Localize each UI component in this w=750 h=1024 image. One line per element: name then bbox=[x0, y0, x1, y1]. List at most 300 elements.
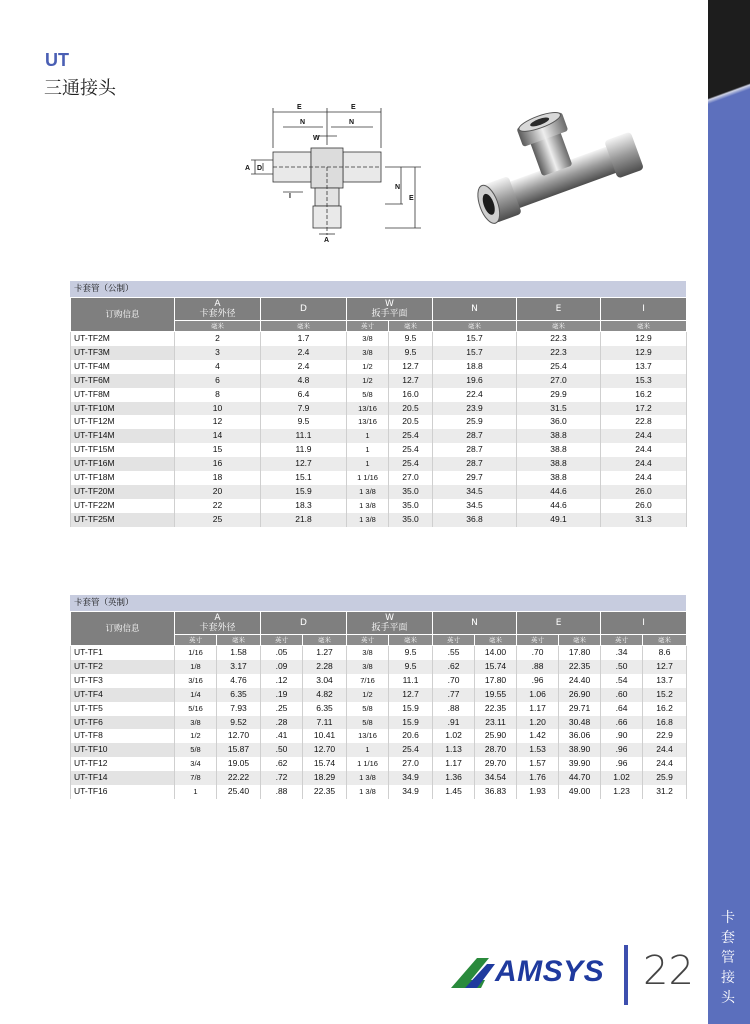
table-row bbox=[71, 443, 687, 457]
table-cell: 1/16 bbox=[175, 646, 217, 660]
table-cell: 28.7 bbox=[433, 443, 517, 457]
table-row bbox=[71, 716, 687, 730]
svg-text:N: N bbox=[395, 184, 401, 191]
order-code-cell: UT-TF5 bbox=[71, 702, 175, 716]
table-cell: 9.5 bbox=[389, 332, 433, 346]
table-cell: 18.3 bbox=[261, 499, 347, 513]
dimension-diagram bbox=[233, 100, 433, 245]
table-cell: 26.0 bbox=[601, 485, 687, 499]
table-cell: 19.55 bbox=[475, 688, 517, 702]
table-cell: 38.8 bbox=[517, 457, 601, 471]
table-cell: 1/4 bbox=[175, 688, 217, 702]
table-cell: 35.0 bbox=[389, 485, 433, 499]
table-cell: .96 bbox=[601, 757, 643, 771]
table-cell: 24.4 bbox=[601, 457, 687, 471]
table-cell: 3/16 bbox=[175, 674, 217, 688]
table-cell: 20.5 bbox=[389, 402, 433, 416]
table-cell: 12.7 bbox=[389, 688, 433, 702]
table-cell: .72 bbox=[261, 771, 303, 785]
table-cell: 12.7 bbox=[261, 457, 347, 471]
table-row bbox=[71, 743, 687, 757]
table-row bbox=[71, 457, 687, 471]
table-cell: 18 bbox=[175, 471, 261, 485]
table-cell: 1.36 bbox=[433, 771, 475, 785]
unit-inch: 英寸 bbox=[347, 321, 389, 332]
order-code-cell: UT-TF15M bbox=[71, 443, 175, 457]
col-e: E bbox=[517, 612, 601, 635]
col-w: W 扳手平面 bbox=[347, 612, 433, 635]
table-cell: .64 bbox=[601, 702, 643, 716]
table-cell: 30.48 bbox=[559, 716, 601, 730]
order-code-cell: UT-TF2M bbox=[71, 332, 175, 346]
table-cell: 15.1 bbox=[261, 471, 347, 485]
table-cell: 12.70 bbox=[303, 743, 347, 757]
table-cell: 1.53 bbox=[517, 743, 559, 757]
table-cell: 27.0 bbox=[389, 471, 433, 485]
table-cell: 1 3/8 bbox=[347, 513, 389, 527]
col-a: A 卡套外径 bbox=[175, 298, 261, 321]
unit-mm: 毫米 bbox=[433, 321, 517, 332]
unit-mm: 毫米 bbox=[175, 321, 261, 332]
table-cell: 15.9 bbox=[261, 485, 347, 499]
svg-text:N: N bbox=[300, 119, 306, 126]
table-cell: 1.17 bbox=[433, 757, 475, 771]
col-order: 订购信息 bbox=[71, 298, 175, 332]
table-cell: 35.0 bbox=[389, 513, 433, 527]
table-cell: 1 bbox=[175, 785, 217, 799]
table-cell: 3 bbox=[175, 346, 261, 360]
table-cell: 22.35 bbox=[303, 785, 347, 799]
table-cell: 17.2 bbox=[601, 402, 687, 416]
table-cell: 20.5 bbox=[389, 415, 433, 429]
order-code-cell: UT-TF14M bbox=[71, 429, 175, 443]
col-a: A 卡套外径 bbox=[175, 612, 261, 635]
side-band-blue bbox=[708, 120, 750, 1024]
table-cell: 24.4 bbox=[601, 471, 687, 485]
table-cell: 2.4 bbox=[261, 346, 347, 360]
table-cell: 31.3 bbox=[601, 513, 687, 527]
table-row bbox=[71, 757, 687, 771]
table-cell: 9.52 bbox=[217, 716, 261, 730]
order-code-cell: UT-TF20M bbox=[71, 485, 175, 499]
unit-mm: 毫米 bbox=[303, 635, 347, 646]
table-cell: 31.2 bbox=[643, 785, 687, 799]
table-cell: 29.71 bbox=[559, 702, 601, 716]
product-title: 三通接头 bbox=[44, 78, 116, 99]
table-cell: 15.9 bbox=[389, 716, 433, 730]
order-code-cell: UT-TF3 bbox=[71, 674, 175, 688]
table-cell: 34.5 bbox=[433, 485, 517, 499]
order-code-cell: UT-TF8M bbox=[71, 388, 175, 402]
table-cell: 3.17 bbox=[217, 660, 261, 674]
table-cell: 6.35 bbox=[303, 702, 347, 716]
table-cell: 38.8 bbox=[517, 443, 601, 457]
table-cell: 2.28 bbox=[303, 660, 347, 674]
col-w: W 扳手平面 bbox=[347, 298, 433, 321]
table-row bbox=[71, 429, 687, 443]
svg-text:D: D bbox=[257, 165, 263, 172]
table-row bbox=[71, 485, 687, 499]
table-cell: 1.13 bbox=[433, 743, 475, 757]
table-cell: 34.5 bbox=[433, 499, 517, 513]
table-cell: 1.02 bbox=[601, 771, 643, 785]
footer-divider bbox=[624, 945, 628, 1005]
table-cell: 1 1/16 bbox=[347, 757, 389, 771]
table-cell: .54 bbox=[601, 674, 643, 688]
table-row bbox=[71, 374, 687, 388]
table-cell: 1 bbox=[347, 443, 389, 457]
table-cell: 1 bbox=[347, 429, 389, 443]
table-cell: 1.27 bbox=[303, 646, 347, 660]
table-cell: 22.4 bbox=[433, 388, 517, 402]
table-row bbox=[71, 660, 687, 674]
table-row bbox=[71, 471, 687, 485]
table-cell: 25.4 bbox=[389, 429, 433, 443]
table-cell: 22.22 bbox=[217, 771, 261, 785]
table-cell: 1.93 bbox=[517, 785, 559, 799]
table-cell: 1 3/8 bbox=[347, 485, 389, 499]
table-row bbox=[71, 674, 687, 688]
table-row bbox=[71, 388, 687, 402]
table-cell: 9.5 bbox=[261, 415, 347, 429]
table-cell: .09 bbox=[261, 660, 303, 674]
table-cell: 28.7 bbox=[433, 429, 517, 443]
table-cell: 3/4 bbox=[175, 757, 217, 771]
metric-table bbox=[70, 297, 687, 527]
table-cell: 24.40 bbox=[559, 674, 601, 688]
table-cell: .77 bbox=[433, 688, 475, 702]
table-cell: 4.82 bbox=[303, 688, 347, 702]
table-cell: 11.1 bbox=[261, 429, 347, 443]
table-cell: 9.5 bbox=[389, 660, 433, 674]
table-row bbox=[71, 402, 687, 416]
table-cell: 38.8 bbox=[517, 429, 601, 443]
order-code-cell: UT-TF1 bbox=[71, 646, 175, 660]
product-code: UT bbox=[45, 50, 69, 70]
table-cell: 1.45 bbox=[433, 785, 475, 799]
order-code-cell: UT-TF18M bbox=[71, 471, 175, 485]
metric-table-section bbox=[70, 281, 686, 527]
table-cell: 35.0 bbox=[389, 499, 433, 513]
svg-text:A: A bbox=[245, 165, 251, 172]
order-code-cell: UT-TF2 bbox=[71, 660, 175, 674]
table-row bbox=[71, 332, 687, 346]
table-cell: 49.1 bbox=[517, 513, 601, 527]
unit-mm: 毫米 bbox=[389, 321, 433, 332]
table-cell: 27.0 bbox=[389, 757, 433, 771]
imperial-table-section bbox=[70, 595, 686, 799]
table-cell: 1/2 bbox=[347, 360, 389, 374]
table-row bbox=[71, 688, 687, 702]
table-cell: 7/8 bbox=[175, 771, 217, 785]
table-cell: 24.4 bbox=[601, 443, 687, 457]
table-cell: 17.80 bbox=[559, 646, 601, 660]
table-cell: 25.4 bbox=[517, 360, 601, 374]
table-cell: 1 bbox=[347, 743, 389, 757]
table-cell: 22.3 bbox=[517, 346, 601, 360]
table-cell: 24.4 bbox=[643, 757, 687, 771]
table-cell: 1 3/8 bbox=[347, 499, 389, 513]
table-cell: 12.9 bbox=[601, 346, 687, 360]
col-d: D bbox=[261, 298, 347, 321]
order-code-cell: UT-TF22M bbox=[71, 499, 175, 513]
table-cell: 7.9 bbox=[261, 402, 347, 416]
svg-text:E: E bbox=[409, 195, 414, 202]
col-order: 订购信息 bbox=[71, 612, 175, 646]
order-code-cell: UT-TF8 bbox=[71, 729, 175, 743]
table-cell: .96 bbox=[517, 674, 559, 688]
table-cell: 19.6 bbox=[433, 374, 517, 388]
metric-section-title: 卡套管（公制） bbox=[70, 281, 686, 297]
table-cell: 25.4 bbox=[389, 443, 433, 457]
table-cell: 11.1 bbox=[389, 674, 433, 688]
table-cell: 25.4 bbox=[389, 457, 433, 471]
unit-inch: 英寸 bbox=[601, 635, 643, 646]
table-cell: 36.0 bbox=[517, 415, 601, 429]
table-cell: .55 bbox=[433, 646, 475, 660]
order-code-cell: UT-TF3M bbox=[71, 346, 175, 360]
table-cell: 25.90 bbox=[475, 729, 517, 743]
table-cell: 1.23 bbox=[601, 785, 643, 799]
table-cell: 22.35 bbox=[559, 660, 601, 674]
table-cell: 22 bbox=[175, 499, 261, 513]
table-cell: 25 bbox=[175, 513, 261, 527]
order-code-cell: UT-TF6 bbox=[71, 716, 175, 730]
table-cell: 1.17 bbox=[517, 702, 559, 716]
table-cell: 16 bbox=[175, 457, 261, 471]
table-cell: .34 bbox=[601, 646, 643, 660]
table-cell: .12 bbox=[261, 674, 303, 688]
table-row bbox=[71, 702, 687, 716]
table-cell: .88 bbox=[433, 702, 475, 716]
table-cell: 25.9 bbox=[643, 771, 687, 785]
table-cell: 44.6 bbox=[517, 499, 601, 513]
tee-fitting-photo bbox=[462, 112, 657, 232]
table-cell: 13.7 bbox=[643, 674, 687, 688]
table-cell: 1 1/16 bbox=[347, 471, 389, 485]
table-row bbox=[71, 785, 687, 799]
table-cell: 12.7 bbox=[389, 374, 433, 388]
table-cell: 19.05 bbox=[217, 757, 261, 771]
table-cell: 14 bbox=[175, 429, 261, 443]
unit-mm: 毫米 bbox=[217, 635, 261, 646]
table-cell: .62 bbox=[261, 757, 303, 771]
table-cell: 17.80 bbox=[475, 674, 517, 688]
unit-mm: 毫米 bbox=[601, 321, 687, 332]
table-cell: 4.8 bbox=[261, 374, 347, 388]
order-code-cell: UT-TF16M bbox=[71, 457, 175, 471]
imperial-section-title: 卡套管（英制） bbox=[70, 595, 686, 611]
table-cell: 1 3/8 bbox=[347, 771, 389, 785]
order-code-cell: UT-TF10 bbox=[71, 743, 175, 757]
table-cell: 14.00 bbox=[475, 646, 517, 660]
table-cell: 9.5 bbox=[389, 646, 433, 660]
table-cell: 3/8 bbox=[347, 660, 389, 674]
table-cell: 26.0 bbox=[601, 499, 687, 513]
table-cell: 1 3/8 bbox=[347, 785, 389, 799]
table-cell: 15.87 bbox=[217, 743, 261, 757]
table-cell: 26.90 bbox=[559, 688, 601, 702]
table-cell: 21.8 bbox=[261, 513, 347, 527]
table-cell: 12.9 bbox=[601, 332, 687, 346]
unit-mm: 毫米 bbox=[559, 635, 601, 646]
table-cell: 1.42 bbox=[517, 729, 559, 743]
table-cell: 44.6 bbox=[517, 485, 601, 499]
table-cell: 3/8 bbox=[175, 716, 217, 730]
order-code-cell: UT-TF14 bbox=[71, 771, 175, 785]
order-code-cell: UT-TF25M bbox=[71, 513, 175, 527]
table-cell: .91 bbox=[433, 716, 475, 730]
table-cell: 7.93 bbox=[217, 702, 261, 716]
unit-mm: 毫米 bbox=[643, 635, 687, 646]
table-cell: 25.40 bbox=[217, 785, 261, 799]
table-cell: 8 bbox=[175, 388, 261, 402]
unit-mm: 毫米 bbox=[389, 635, 433, 646]
table-cell: 3/8 bbox=[347, 346, 389, 360]
col-d: D bbox=[261, 612, 347, 635]
table-cell: 1/2 bbox=[347, 374, 389, 388]
table-cell: 1.06 bbox=[517, 688, 559, 702]
table-cell: .88 bbox=[261, 785, 303, 799]
table-cell: 1.02 bbox=[433, 729, 475, 743]
table-cell: 6.4 bbox=[261, 388, 347, 402]
unit-inch: 英寸 bbox=[433, 635, 475, 646]
table-cell: 27.0 bbox=[517, 374, 601, 388]
table-cell: 13/16 bbox=[347, 402, 389, 416]
table-cell: 3/8 bbox=[347, 332, 389, 346]
table-cell: 44.70 bbox=[559, 771, 601, 785]
table-cell: 3/8 bbox=[347, 646, 389, 660]
table-cell: .90 bbox=[601, 729, 643, 743]
table-row bbox=[71, 513, 687, 527]
col-i: I bbox=[601, 298, 687, 321]
svg-text:E: E bbox=[297, 104, 302, 111]
table-cell: 13/16 bbox=[347, 729, 389, 743]
table-cell: 1.76 bbox=[517, 771, 559, 785]
table-row bbox=[71, 415, 687, 429]
unit-inch: 英寸 bbox=[517, 635, 559, 646]
table-cell: 34.9 bbox=[389, 771, 433, 785]
col-e: E bbox=[517, 298, 601, 321]
unit-inch: 英寸 bbox=[347, 635, 389, 646]
table-cell: 12 bbox=[175, 415, 261, 429]
order-code-cell: UT-TF12 bbox=[71, 757, 175, 771]
table-cell: 5/8 bbox=[347, 716, 389, 730]
table-cell: 8.6 bbox=[643, 646, 687, 660]
table-cell: 28.7 bbox=[433, 457, 517, 471]
table-cell: 15 bbox=[175, 443, 261, 457]
table-cell: 23.9 bbox=[433, 402, 517, 416]
table-cell: 7.11 bbox=[303, 716, 347, 730]
table-cell: 6 bbox=[175, 374, 261, 388]
table-cell: 5/8 bbox=[347, 388, 389, 402]
table-cell: 12.7 bbox=[389, 360, 433, 374]
table-cell: .70 bbox=[433, 674, 475, 688]
table-cell: 1/2 bbox=[175, 729, 217, 743]
table-cell: 10 bbox=[175, 402, 261, 416]
table-row bbox=[71, 729, 687, 743]
table-cell: 7/16 bbox=[347, 674, 389, 688]
table-cell: 25.4 bbox=[389, 743, 433, 757]
table-cell: .60 bbox=[601, 688, 643, 702]
unit-mm: 毫米 bbox=[475, 635, 517, 646]
table-cell: 28.70 bbox=[475, 743, 517, 757]
table-cell: 15.7 bbox=[433, 346, 517, 360]
table-cell: 1 bbox=[347, 457, 389, 471]
order-code-cell: UT-TF4 bbox=[71, 688, 175, 702]
table-cell: 15.74 bbox=[303, 757, 347, 771]
svg-text:I: I bbox=[289, 193, 291, 200]
table-cell: 18.8 bbox=[433, 360, 517, 374]
table-cell: 15.3 bbox=[601, 374, 687, 388]
table-cell: 24.4 bbox=[601, 429, 687, 443]
brand-logo: AMSYS bbox=[495, 955, 605, 988]
unit-mm: 毫米 bbox=[261, 321, 347, 332]
table-cell: 36.8 bbox=[433, 513, 517, 527]
table-row bbox=[71, 360, 687, 374]
table-cell: 2 bbox=[175, 332, 261, 346]
table-cell: 23.11 bbox=[475, 716, 517, 730]
table-cell: .88 bbox=[517, 660, 559, 674]
table-cell: 20 bbox=[175, 485, 261, 499]
table-row bbox=[71, 499, 687, 513]
table-cell: 1.58 bbox=[217, 646, 261, 660]
table-cell: 16.8 bbox=[643, 716, 687, 730]
table-cell: 18.29 bbox=[303, 771, 347, 785]
table-cell: 29.9 bbox=[517, 388, 601, 402]
table-cell: 9.5 bbox=[389, 346, 433, 360]
table-cell: 25.9 bbox=[433, 415, 517, 429]
table-cell: 1/8 bbox=[175, 660, 217, 674]
table-cell: .28 bbox=[261, 716, 303, 730]
unit-inch: 英寸 bbox=[175, 635, 217, 646]
table-cell: 22.8 bbox=[601, 415, 687, 429]
table-cell: .41 bbox=[261, 729, 303, 743]
table-cell: 34.54 bbox=[475, 771, 517, 785]
side-category-label: 卡 套 管 接 头 bbox=[721, 910, 735, 1006]
table-cell: .50 bbox=[261, 743, 303, 757]
table-cell: .96 bbox=[601, 743, 643, 757]
table-row bbox=[71, 771, 687, 785]
table-cell: 15.2 bbox=[643, 688, 687, 702]
table-cell: 24.4 bbox=[643, 743, 687, 757]
table-cell: 4 bbox=[175, 360, 261, 374]
table-cell: 29.7 bbox=[433, 471, 517, 485]
svg-text:W: W bbox=[313, 135, 320, 142]
table-row bbox=[71, 346, 687, 360]
order-code-cell: UT-TF12M bbox=[71, 415, 175, 429]
table-cell: 16.2 bbox=[601, 388, 687, 402]
table-cell: .19 bbox=[261, 688, 303, 702]
unit-mm: 毫米 bbox=[517, 321, 601, 332]
table-row bbox=[71, 646, 687, 660]
table-cell: .25 bbox=[261, 702, 303, 716]
table-cell: 13.7 bbox=[601, 360, 687, 374]
table-cell: .62 bbox=[433, 660, 475, 674]
table-cell: 10.41 bbox=[303, 729, 347, 743]
table-cell: 12.70 bbox=[217, 729, 261, 743]
table-cell: 13/16 bbox=[347, 415, 389, 429]
table-cell: 15.74 bbox=[475, 660, 517, 674]
col-n: N bbox=[433, 298, 517, 321]
table-cell: .05 bbox=[261, 646, 303, 660]
table-cell: .50 bbox=[601, 660, 643, 674]
table-cell: 39.90 bbox=[559, 757, 601, 771]
table-cell: 38.8 bbox=[517, 471, 601, 485]
table-cell: 12.7 bbox=[643, 660, 687, 674]
svg-text:N: N bbox=[349, 119, 355, 126]
order-code-cell: UT-TF4M bbox=[71, 360, 175, 374]
